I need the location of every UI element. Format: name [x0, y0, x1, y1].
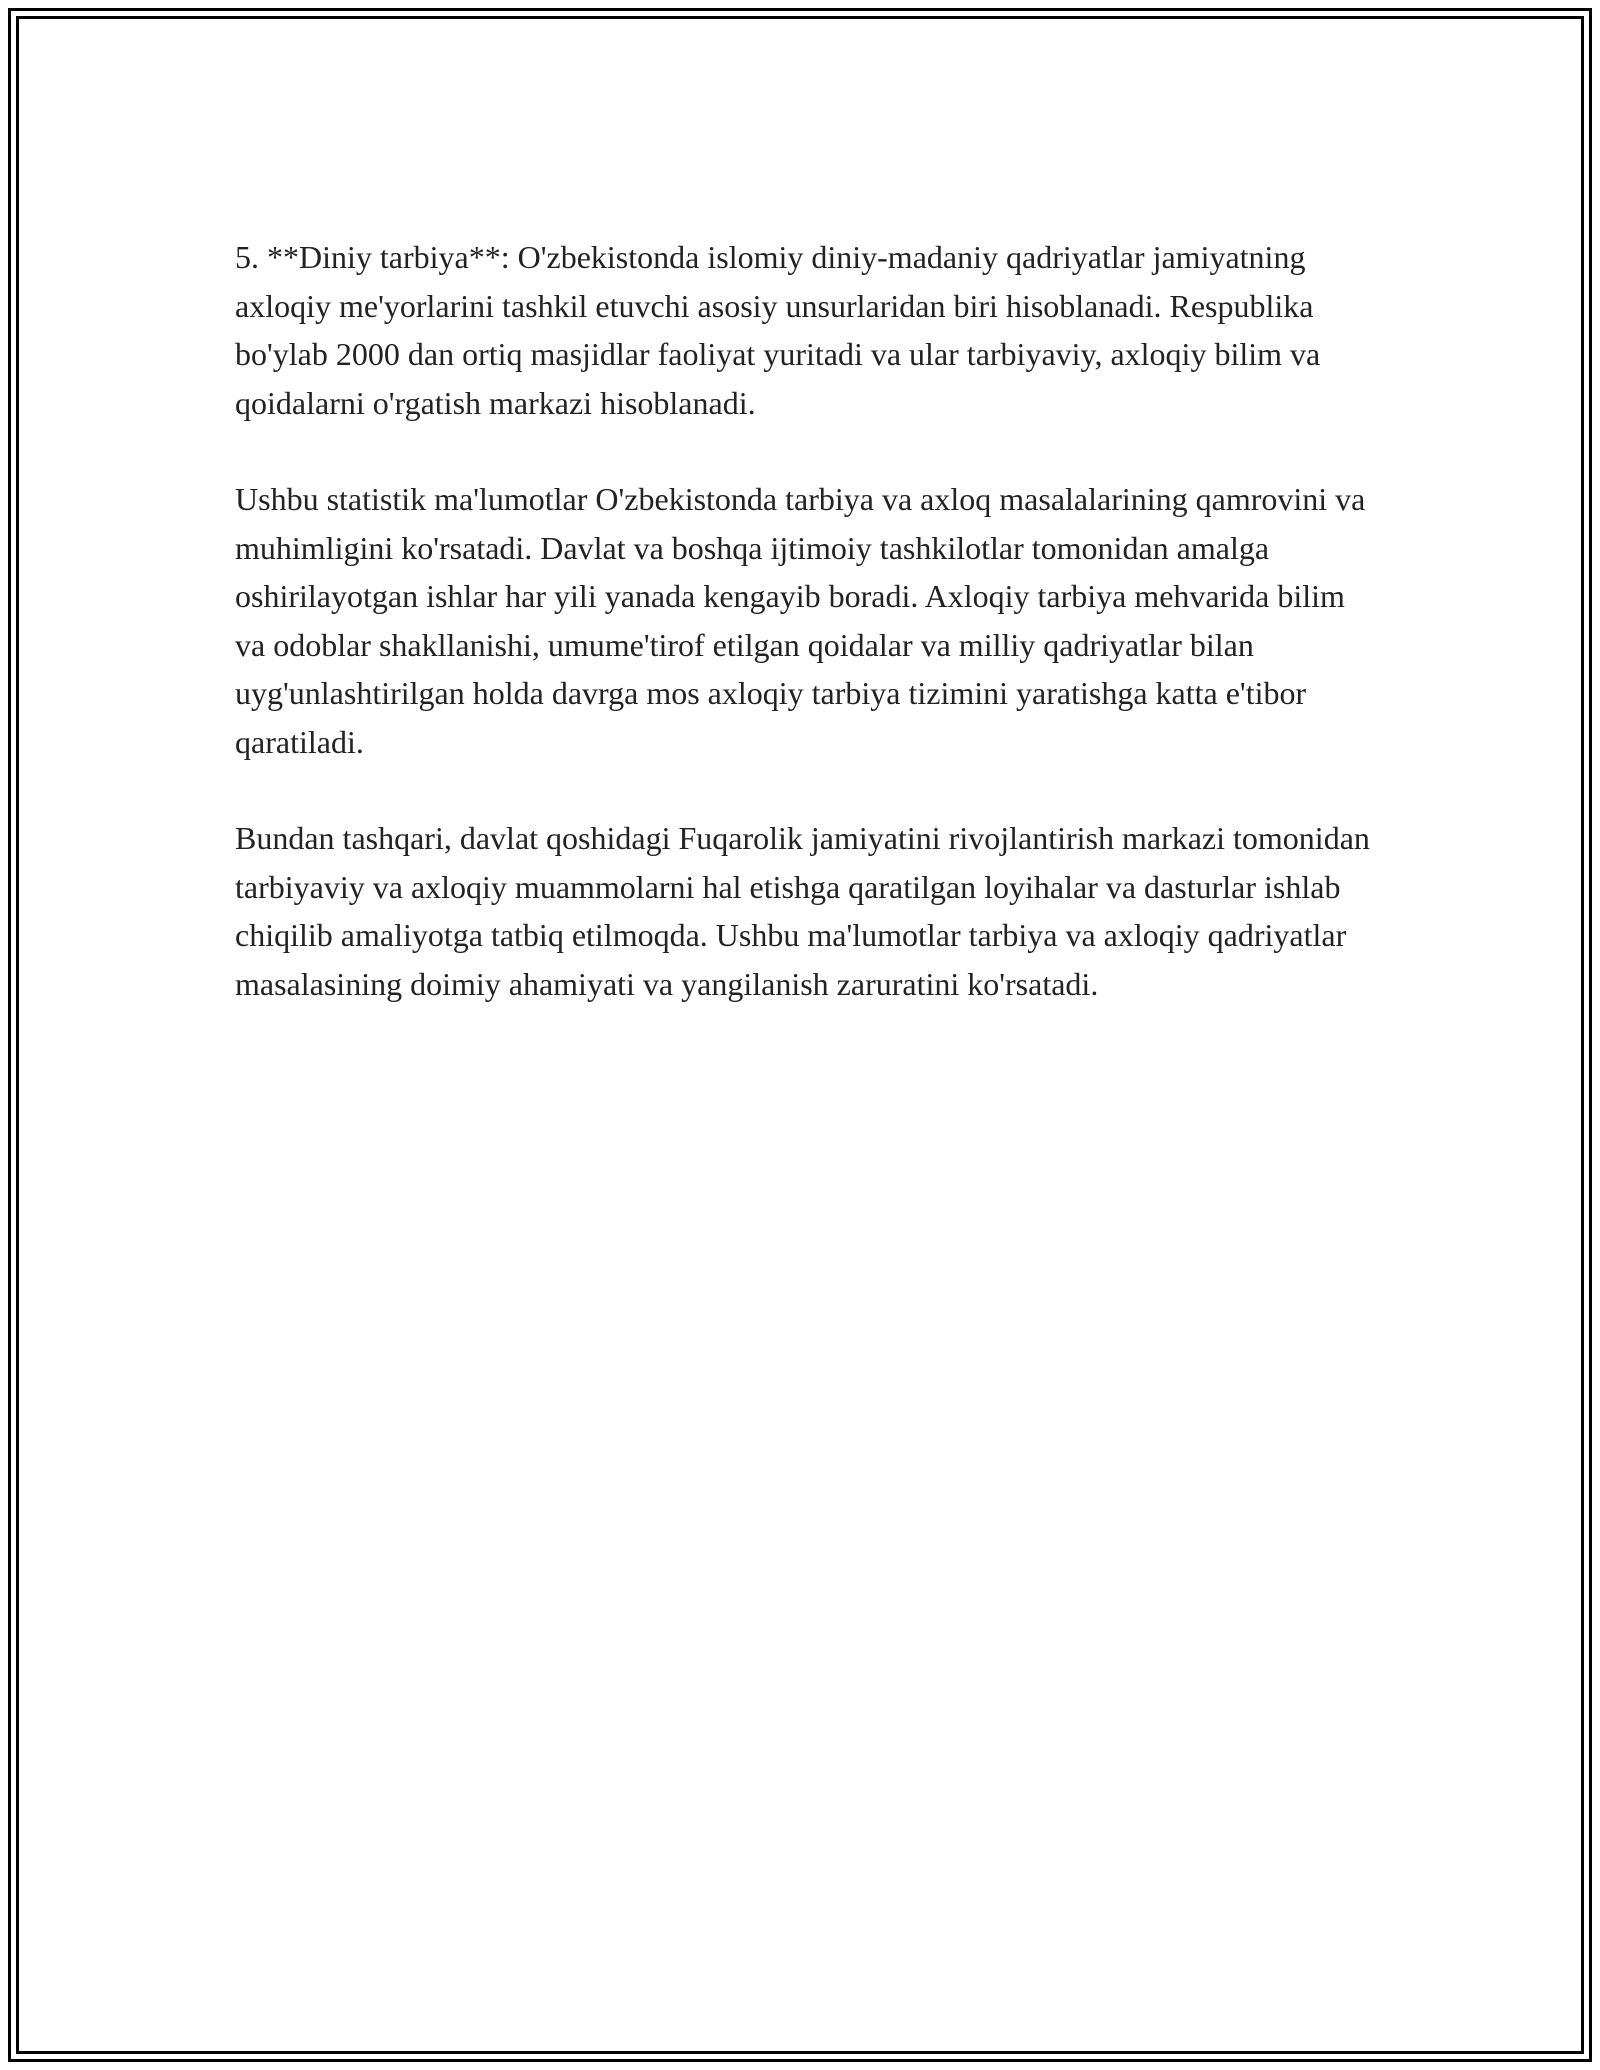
- paragraph-civil-society-center: Bundan tashqari, davlat qoshidagi Fuqarolik jamiyatini rivojlantirish markazi tomonidan tarbiyaviy va axloqiy muammolarni hal etishga qaratilgan loyihalar va dasturlar ishlab chiqilib amaliyotga tatbiq etilmoqda. Ushbu ma'lumotlar tarbiya va axloqiy qadriyatlar masalasining doimiy ahamiyati va yangilanish zaruratini ko'rsatadi.: [235, 820, 1370, 1002]
- document-body: [235, 233, 1375, 1056]
- paragraph-statistics-summary: Ushbu statistik ma'lumotlar O'zbekistonda tarbiya va axloq masalalarining qamrovini va muhimligini ko'rsatadi. Davlat va boshqa ijtimoiy tashkilotlar tomonidan amalga oshirilayotgan ishlar har yili yanada kengayib boradi. Axloqiy tarbiya mehvarida bilim va odoblar shakllanishi, umume'tirof etilgan qoidalar va milliy qadriyatlar bilan uyg'unlashtirilgan holda davrga mos axloqiy tarbiya tizimini yaratishga katta e'tibor qaratiladi.: [235, 481, 1366, 760]
- paragraph-diniy-tarbiya: 5. **Diniy tarbiya**: O'zbekistonda islomiy diniy-madaniy qadriyatlar jamiyatning axloqiy me'yorlarini tashkil etuvchi asosiy unsurlaridan biri hisoblanadi. Respublika bo'ylab 2000 dan ortiq masjidlar faoliyat yuritadi va ular tarbiyaviy, axloqiy bilim va qoidalarni o'rgatish markazi hisoblanadi.: [235, 239, 1321, 421]
